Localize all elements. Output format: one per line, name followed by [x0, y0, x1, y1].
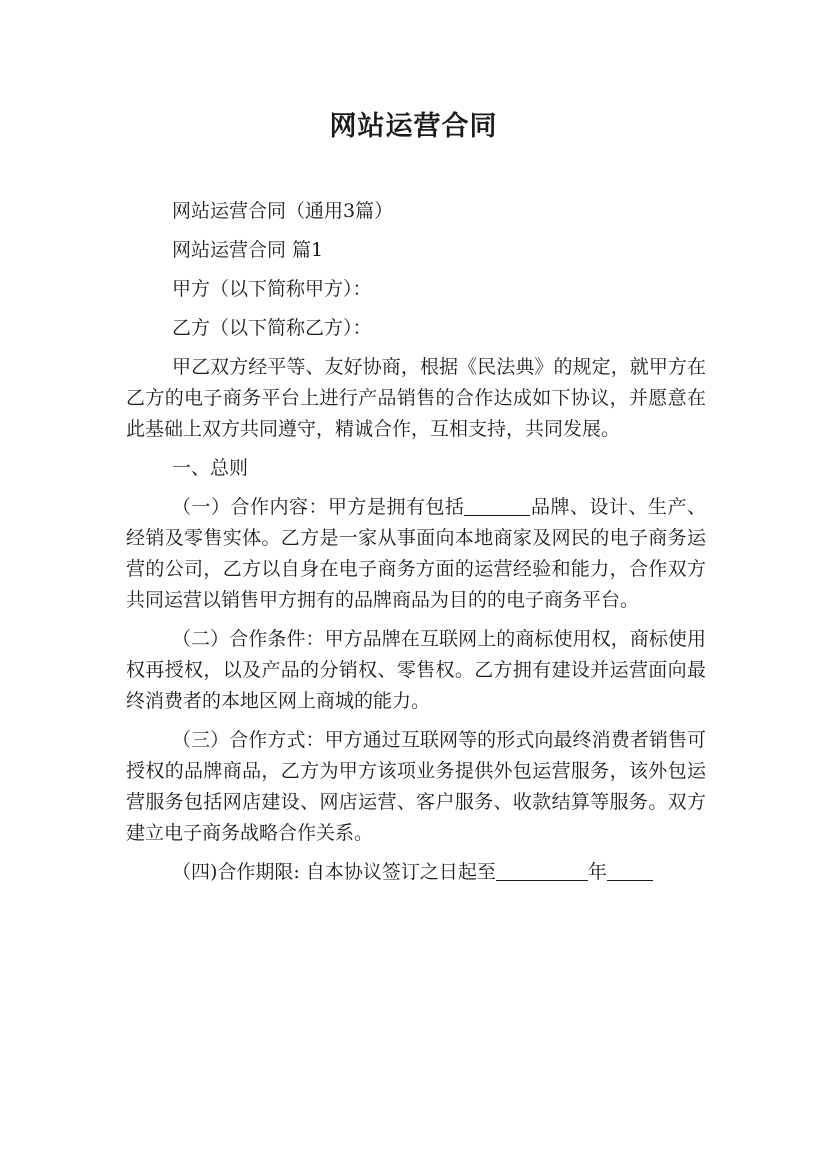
- party-a-line: 甲方（以下简称甲方）：: [172, 278, 372, 300]
- document-subtitle: 网站运营合同（通用3篇）: [172, 200, 394, 222]
- clause-1-paragraph: [126, 492, 706, 616]
- clause-1-prefix: （一）合作内容：甲方是拥有包括: [172, 496, 465, 518]
- document-title: 网站运营合同: [329, 111, 498, 142]
- clause-4-paragraph: [126, 857, 706, 888]
- intro-paragraph: 甲乙双方经平等、友好协商，根据《民法典》的规定，就甲方在乙方的电子商务平台上进行产品销售的合作达成如下协议，并愿意在此基础上双方共同遵守，精诚合作，互相支持，共同发展。: [126, 356, 706, 440]
- clause-2-paragraph: （二）合作条件：甲方品牌在互联网上的商标使用权，商标使用权再授权，以及产品的分销权、零售权。乙方拥有建设并运营面向最终消费者的本地区网上商城的能力。: [126, 628, 706, 712]
- clause-1-suffix: 品牌、设计、生产、经销及零售实体。乙方是一家从事面向本地商家及网民的电子商务运营的公司，乙方以自身在电子商务方面的运营经验和能力，合作双方共同运营以销售甲方拥有的品牌商品为目的的电子商务平台。: [126, 496, 706, 611]
- part-heading: 网站运营合同 篇1: [172, 239, 324, 261]
- document-body: [126, 196, 706, 896]
- clause-4-prefix: （四)合作期限: 自本协议签订之日起至: [172, 861, 496, 883]
- year-label: 年: [587, 861, 607, 883]
- party-b-line: 乙方（以下简称乙方）：: [172, 317, 372, 339]
- brand-blank-line: [464, 497, 530, 516]
- year-blank-line: [607, 862, 653, 881]
- date-blank-line: [496, 862, 588, 881]
- section-heading-general: 一、总则: [172, 457, 249, 479]
- clause-3-paragraph: （三）合作方式：甲方通过互联网等的形式向最终消费者销售可授权的品牌商品，乙方为甲方该项业务提供外包运营服务，该外包运营服务包括网店建设、网店运营、客户服务、收款结算等服务。双方建立电子商务战略合作关系。: [126, 729, 706, 844]
